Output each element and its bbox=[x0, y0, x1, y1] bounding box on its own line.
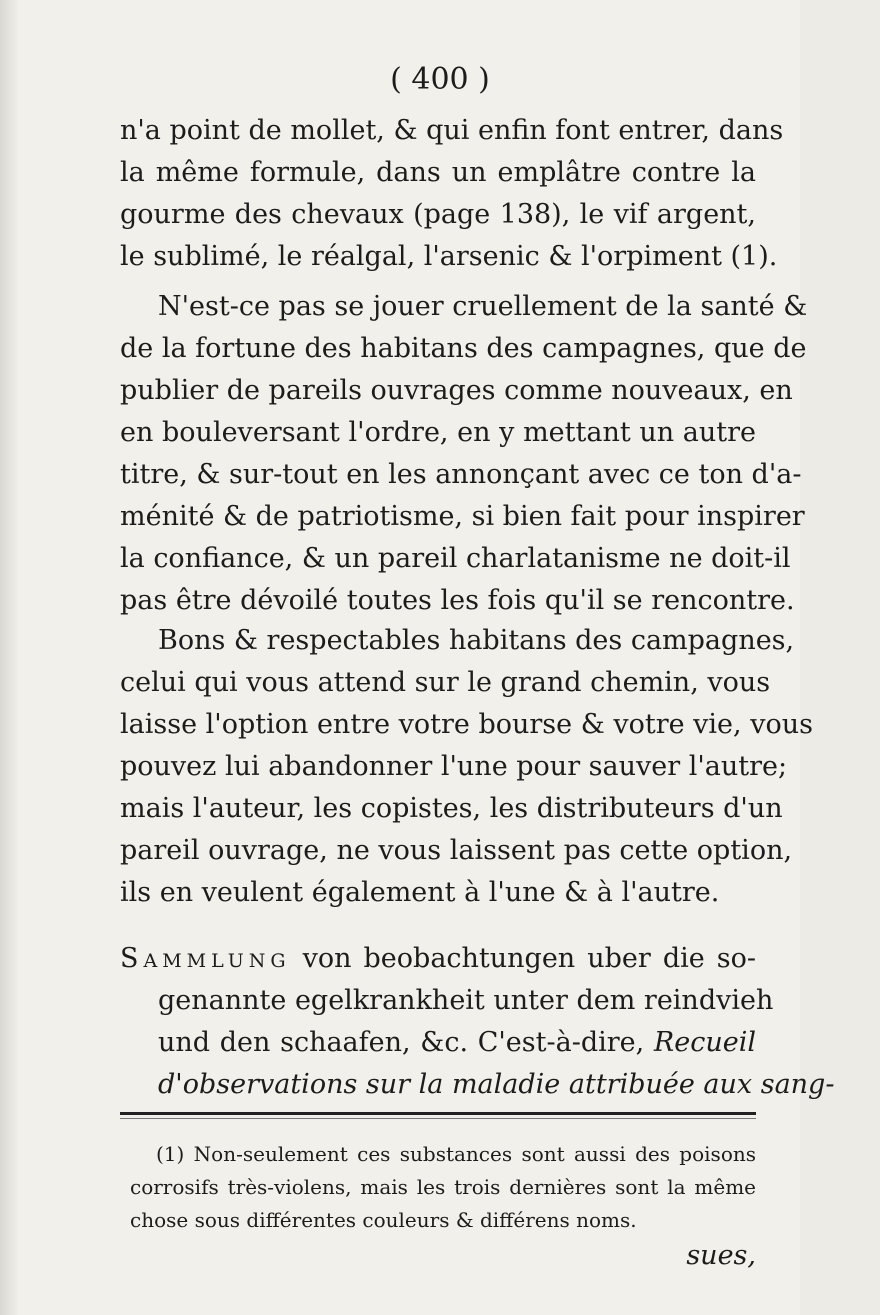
entry-title-smallcaps: Sammlung bbox=[120, 943, 291, 974]
page-gutter-shadow bbox=[0, 0, 18, 1315]
text-line: N'est-ce pas se jouer cruellement de la santé & bbox=[158, 291, 808, 322]
text-line: publier de pareils ouvrages comme nouveaux, en bbox=[120, 375, 793, 406]
text-line: ménité & de patriotisme, si bien fait pour inspirer bbox=[120, 501, 805, 532]
footnote-rule-thin bbox=[120, 1118, 756, 1119]
text-line: celui qui vous attend sur le grand chemin, vous bbox=[120, 667, 771, 698]
text-line: pas être dévoilé toutes les fois qu'il se rencontre. bbox=[120, 585, 795, 616]
entry-line-italic: Recueil bbox=[653, 1027, 756, 1058]
entry-line: genannte egelkrankheit unter dem reindvieh bbox=[158, 985, 774, 1016]
entry-line bbox=[120, 938, 756, 980]
page-number: ( 400 ) bbox=[390, 62, 490, 97]
footnote-line: (1) Non-seulement ces substances sont aussi des poisons bbox=[156, 1142, 756, 1166]
text-line: titre, & sur-tout en les annonçant avec ce ton d'a- bbox=[120, 459, 802, 490]
text-line: Bons & respectables habitans des campagnes, bbox=[158, 625, 795, 656]
text-line: pareil ouvrage, ne vous laissent pas cette option, bbox=[120, 835, 793, 866]
paragraph-question bbox=[120, 286, 808, 622]
text-line: gourme des chevaux (page 138), le vif argent, bbox=[120, 199, 756, 230]
paragraph-continuation bbox=[120, 110, 784, 278]
entry-title-rest: von beobachtungen uber die so- bbox=[302, 943, 756, 974]
text-line: le sublimé, le réalgal, l'arsenic & l'orpiment (1). bbox=[120, 241, 778, 272]
catchword: sues, bbox=[686, 1240, 756, 1271]
entry-line bbox=[120, 1022, 756, 1064]
paragraph-address bbox=[120, 620, 813, 914]
text-line: mais l'auteur, les copistes, les distributeurs d'un bbox=[120, 793, 783, 824]
text-line: n'a point de mollet, & qui enfin font entrer, dans bbox=[120, 115, 784, 146]
text-line: laisse l'option entre votre bourse & votre vie, vous bbox=[120, 709, 813, 740]
entry-line: d'observations sur la maladie attribuée aux sang- bbox=[158, 1069, 835, 1100]
footnote-line: chose sous différentes couleurs & différens noms. bbox=[130, 1208, 637, 1232]
text-line: la même formule, dans un emplâtre contre la bbox=[120, 157, 756, 188]
footnote bbox=[130, 1138, 756, 1237]
footnote-line: corrosifs très-violens, mais les trois dernières sont la même bbox=[130, 1175, 756, 1199]
text-line: de la fortune des habitans des campagnes, que de bbox=[120, 333, 807, 364]
footnote-rule bbox=[120, 1112, 756, 1115]
text-line: en bouleversant l'ordre, en y mettant un autre bbox=[120, 417, 756, 448]
text-line: pouvez lui abandonner l'une pour sauver l'autre; bbox=[120, 751, 788, 782]
entry-line-roman: und den schaafen, &c. C'est-à-dire, bbox=[158, 1027, 645, 1058]
bibliographic-entry bbox=[120, 938, 835, 1106]
text-line: ils en veulent également à l'une & à l'autre. bbox=[120, 877, 720, 908]
text-line: la confiance, & un pareil charlatanisme ne doit-il bbox=[120, 543, 791, 574]
